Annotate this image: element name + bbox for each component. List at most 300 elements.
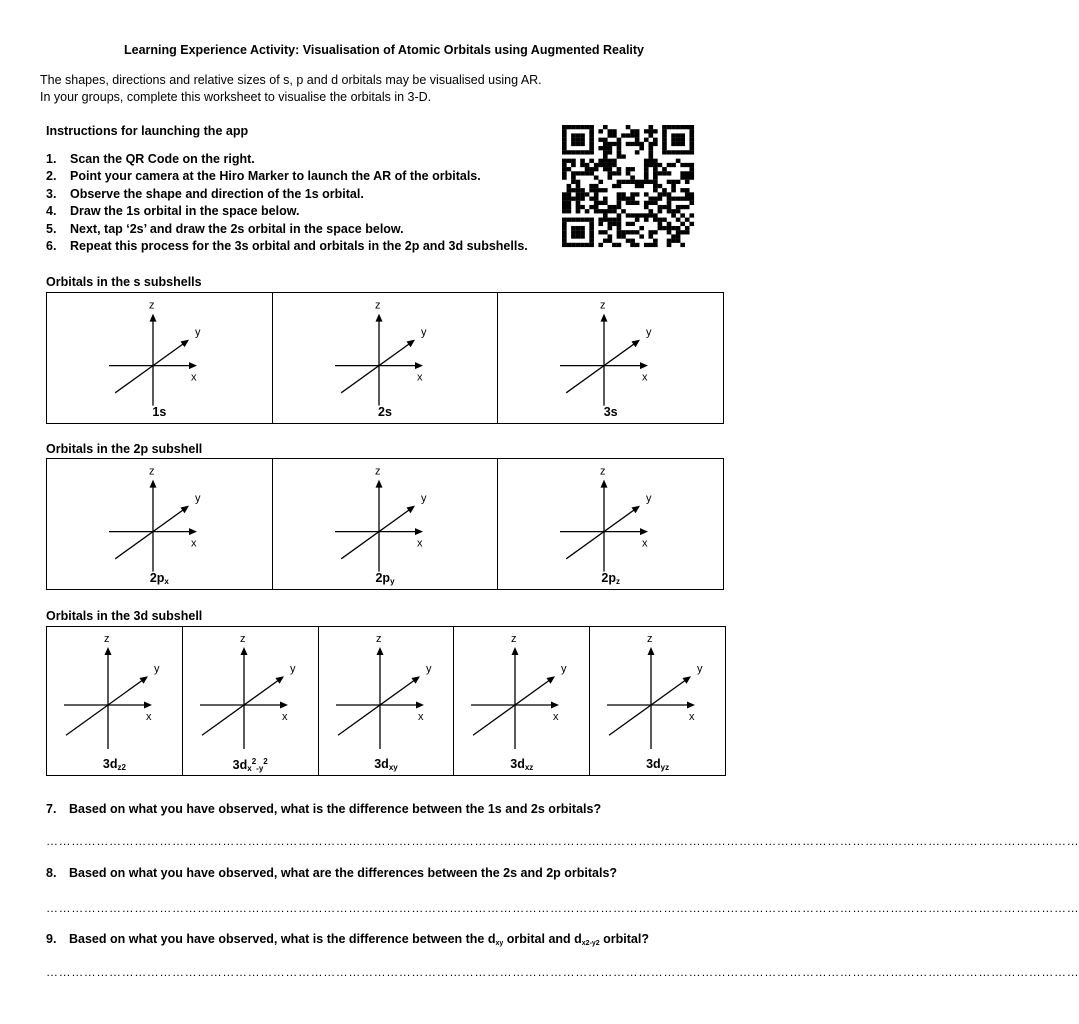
y-axis-label: y: [195, 326, 201, 339]
qr-module: [589, 184, 594, 188]
qr-module: [617, 146, 622, 150]
z-axis-arrowhead: [376, 647, 383, 655]
orbital-label-base: 2s: [378, 405, 392, 419]
qr-module: [671, 213, 676, 217]
orbital-cell[interactable]: [273, 293, 499, 423]
qr-module: [571, 133, 576, 137]
qr-module: [571, 243, 576, 247]
y-axis-line: [338, 678, 417, 735]
answer-line-7[interactable]: …………………………………………………………………………………………………………………………………………………………………………………………………………………………: [46, 834, 1079, 848]
qr-module: [589, 239, 594, 243]
qr-module: [689, 129, 694, 133]
qr-module: [580, 133, 585, 137]
qr-module: [676, 180, 681, 184]
qr-module: [589, 146, 594, 150]
qr-module: [617, 154, 622, 158]
qr-module: [676, 159, 681, 163]
qr-module: [635, 201, 640, 205]
qr-module: [567, 197, 572, 201]
qr-module: [580, 218, 585, 222]
qr-module: [567, 184, 572, 188]
qr-code[interactable]: [562, 125, 694, 247]
qr-module: [589, 138, 594, 142]
qr-module: [680, 197, 685, 201]
qr-module: [562, 171, 567, 175]
qr-module: [644, 163, 649, 167]
y-axis-label: y: [646, 326, 652, 339]
qr-module: [676, 239, 681, 243]
qr-module: [662, 150, 667, 154]
qr-module: [608, 226, 613, 230]
qr-module: [676, 197, 681, 201]
qr-module: [621, 192, 626, 196]
qr-module: [594, 192, 599, 196]
qr-module: [562, 239, 567, 243]
qr-module: [603, 197, 608, 201]
qr-module: [598, 146, 603, 150]
y-axis-line: [341, 508, 412, 559]
qr-module: [603, 159, 608, 163]
qr-module: [680, 213, 685, 217]
orbital-cell[interactable]: [273, 459, 499, 589]
qr-module: [603, 230, 608, 234]
x-axis-arrowhead: [189, 528, 197, 535]
z-axis-arrowhead: [375, 314, 382, 322]
qr-module: [571, 197, 576, 201]
axes-diagram: [183, 627, 319, 777]
x-axis-label: x: [553, 711, 559, 723]
qr-module: [571, 138, 576, 142]
question-number: 9.: [46, 932, 57, 946]
qr-module: [576, 192, 581, 196]
x-axis-arrowhead: [189, 362, 197, 369]
qr-module: [571, 188, 576, 192]
qr-module: [685, 188, 690, 192]
qr-module: [680, 175, 685, 179]
instructions-heading: Instructions for launching the app: [46, 124, 249, 138]
qr-module: [562, 129, 567, 133]
y-axis-arrowhead: [683, 676, 692, 684]
step-number: 1.: [46, 152, 57, 166]
x-axis-label: x: [191, 537, 197, 550]
qr-module: [635, 184, 640, 188]
qr-module: [658, 163, 663, 167]
qr-module: [671, 197, 676, 201]
qr-module: [630, 213, 635, 217]
qr-module: [571, 218, 576, 222]
z-axis-arrowhead: [601, 314, 608, 322]
orbital-label: [273, 405, 498, 419]
qr-module: [630, 230, 635, 234]
y-axis-label: y: [561, 663, 567, 676]
x-axis-label: x: [689, 711, 695, 723]
x-axis-label: x: [281, 711, 288, 723]
qr-module: [685, 175, 690, 179]
qr-module: [648, 154, 653, 158]
qr-module: [617, 150, 622, 154]
qr-module: [667, 163, 672, 167]
instruction-steps: [46, 151, 528, 255]
qr-module: [580, 125, 585, 129]
qr-module: [626, 142, 631, 146]
qr-module: [562, 159, 567, 163]
qr-module: [676, 150, 681, 154]
qr-module: [603, 154, 608, 158]
qr-module: [667, 125, 672, 129]
qr-module: [653, 213, 658, 217]
qr-module: [689, 133, 694, 137]
qr-module: [589, 150, 594, 154]
qr-module: [617, 222, 622, 226]
orbital-cell[interactable]: [47, 627, 183, 775]
qr-module: [562, 167, 567, 171]
qr-module: [608, 167, 613, 171]
orbital-cell[interactable]: [47, 459, 273, 589]
y-axis-label: y: [646, 492, 652, 505]
qr-module: [676, 234, 681, 238]
qr-module: [653, 218, 658, 222]
qr-module: [585, 209, 590, 213]
qr-module: [689, 171, 694, 175]
qr-module: [576, 218, 581, 222]
orbital-cell[interactable]: [47, 293, 273, 423]
qr-module: [658, 209, 663, 213]
qr-module: [648, 125, 653, 129]
qr-module: [589, 125, 594, 129]
qr-module: [576, 150, 581, 154]
qr-module: [576, 205, 581, 209]
qr-module: [603, 209, 608, 213]
y-axis-arrowhead: [632, 506, 641, 514]
qr-module: [612, 142, 617, 146]
orbital-label-sub: yz: [660, 763, 670, 772]
y-axis-label: y: [425, 663, 432, 676]
qr-module: [662, 142, 667, 146]
z-axis-label: z: [600, 465, 606, 478]
qr-module: [671, 163, 676, 167]
qr-module: [653, 201, 658, 205]
question-text: Based on what you have observed, what is the difference between the 1s and 2s orbitals?: [69, 802, 602, 816]
qr-module: [571, 230, 576, 234]
orbital-label-base: 2p: [375, 571, 391, 585]
z-axis-arrowhead: [601, 480, 608, 488]
qr-module: [571, 175, 576, 179]
qr-module: [562, 209, 567, 213]
qr-module: [653, 159, 658, 163]
qr-module: [676, 230, 681, 234]
qr-module: [667, 201, 672, 205]
qr-module: [589, 218, 594, 222]
qr-module: [576, 171, 581, 175]
qr-module: [562, 138, 567, 142]
qr-module: [671, 188, 676, 192]
qr-module: [580, 163, 585, 167]
qr-module: [648, 150, 653, 154]
orbital-label-base: 3s: [603, 405, 618, 419]
qr-module: [562, 201, 567, 205]
qr-module: [594, 175, 599, 179]
qr-module: [653, 129, 658, 133]
qr-module: [585, 171, 590, 175]
qr-module: [626, 222, 631, 226]
qr-module: [689, 163, 694, 167]
qr-module: [667, 230, 672, 234]
qr-module: [653, 239, 658, 243]
question-7: [46, 802, 601, 816]
x-axis-label: x: [146, 711, 152, 723]
qr-module: [644, 201, 649, 205]
qr-module: [562, 150, 567, 154]
orbital-label-base: 3d: [510, 757, 525, 771]
y-axis-label: y: [420, 492, 427, 505]
qr-module: [589, 243, 594, 247]
y-axis-line: [115, 508, 186, 559]
orbital-cell[interactable]: [590, 627, 725, 775]
orbital-label-base: 2p: [601, 571, 616, 585]
qr-module: [617, 243, 622, 247]
qr-module: [589, 188, 594, 192]
qr-module: [648, 129, 653, 133]
x-axis-label: x: [642, 537, 648, 550]
d-subshell-heading: Orbitals in the 3d subshell: [46, 609, 203, 623]
qr-module: [608, 218, 613, 222]
qr-module: [644, 171, 649, 175]
qr-module: [598, 129, 603, 133]
orbital-cell[interactable]: [183, 627, 319, 775]
qr-module: [608, 133, 613, 137]
qr-module: [580, 243, 585, 247]
z-axis-arrowhead: [150, 480, 157, 488]
qr-module: [662, 205, 667, 209]
qr-module: [671, 150, 676, 154]
qr-module: [576, 180, 581, 184]
qr-module: [653, 230, 658, 234]
qr-module: [671, 180, 676, 184]
qr-module: [653, 167, 658, 171]
x-axis-arrowhead: [415, 362, 423, 369]
qr-module: [603, 218, 608, 222]
qr-module: [589, 129, 594, 133]
qr-module: [608, 175, 613, 179]
qr-module: [608, 222, 613, 226]
qr-module: [680, 243, 685, 247]
orbital-label: [454, 757, 589, 772]
qr-module: [680, 205, 685, 209]
qr-module: [562, 163, 567, 167]
question-number: 7.: [46, 802, 57, 816]
qr-module: [589, 171, 594, 175]
qr-module: [639, 142, 644, 146]
qr-module: [630, 222, 635, 226]
qr-module: [676, 138, 681, 142]
x-axis-arrowhead: [280, 702, 288, 709]
qr-module: [576, 138, 581, 142]
qr-module: [644, 138, 649, 142]
qr-module: [644, 180, 649, 184]
qr-module: [612, 218, 617, 222]
qr-module: [567, 201, 572, 205]
qr-module: [635, 133, 640, 137]
qr-module: [648, 133, 653, 137]
qr-module: [598, 218, 603, 222]
qr-module: [617, 205, 622, 209]
y-axis-arrowhead: [547, 676, 556, 684]
orbital-cell[interactable]: [498, 459, 723, 589]
z-axis-label: z: [374, 465, 381, 478]
qr-module: [644, 213, 649, 217]
axes-diagram: [454, 627, 590, 777]
z-axis-label: z: [104, 633, 110, 645]
qr-module: [617, 167, 622, 171]
qr-module: [621, 209, 626, 213]
qr-module: [621, 180, 626, 184]
qr-module: [644, 205, 649, 209]
qr-module: [617, 218, 622, 222]
qr-module: [648, 201, 653, 205]
qr-module: [621, 230, 626, 234]
qr-module: [653, 180, 658, 184]
qr-module: [576, 201, 581, 205]
x-axis-arrowhead: [415, 528, 423, 535]
qr-module: [648, 180, 653, 184]
s-subshell-heading: Orbitals in the s subshells: [46, 275, 202, 289]
qr-module: [580, 205, 585, 209]
question-8: [46, 866, 617, 880]
step-text: Repeat this process for the 3s orbital and orbitals in the 2p and 3d subshells.: [70, 238, 528, 253]
qr-module: [671, 209, 676, 213]
intro-line: In your groups, complete this worksheet to visualise the orbitals in 3-D.: [40, 90, 432, 104]
qr-module: [612, 163, 617, 167]
orbital-label-base: 2p: [149, 571, 165, 585]
qr-module: [653, 197, 658, 201]
y-axis-label: y: [697, 663, 703, 676]
qr-module: [680, 171, 685, 175]
qr-module: [589, 230, 594, 234]
qr-module: [603, 163, 608, 167]
qr-module: [653, 188, 658, 192]
qr-module: [617, 138, 622, 142]
qr-module: [676, 226, 681, 230]
z-axis-arrowhead: [648, 647, 655, 655]
qr-module: [635, 213, 640, 217]
qr-module: [617, 230, 622, 234]
qr-module: [635, 192, 640, 196]
step-number: 4.: [46, 204, 57, 219]
qr-module: [580, 171, 585, 175]
qr-module: [608, 239, 613, 243]
qr-module: [621, 234, 626, 238]
qr-module: [662, 171, 667, 175]
qr-module: [635, 180, 640, 184]
qr-module: [626, 171, 631, 175]
axes-diagram: [47, 627, 183, 777]
qr-module: [639, 234, 644, 238]
qr-module: [685, 150, 690, 154]
qr-module: [648, 142, 653, 146]
qr-module: [671, 239, 676, 243]
qr-module: [571, 171, 576, 175]
x-axis-label: x: [417, 711, 424, 723]
qr-module: [603, 188, 608, 192]
qr-module: [617, 213, 622, 217]
qr-module: [576, 184, 581, 188]
orbital-label: [47, 405, 272, 419]
qr-module: [612, 184, 617, 188]
orbital-cell[interactable]: [454, 627, 590, 775]
orbital-cell[interactable]: [498, 293, 723, 423]
qr-module: [580, 150, 585, 154]
qr-module: [567, 188, 572, 192]
orbital-label-sub: z2: [117, 763, 126, 772]
qr-module: [562, 125, 567, 129]
answer-line-9[interactable]: …………………………………………………………………………………………………………………………………………………………………………………………………………………………: [46, 965, 1079, 979]
x-axis-label: x: [416, 537, 423, 550]
qr-module: [603, 125, 608, 129]
qr-module: [648, 159, 653, 163]
qr-module: [685, 218, 690, 222]
qr-module: [598, 180, 603, 184]
qr-module: [621, 154, 626, 158]
qr-module: [576, 133, 581, 137]
qr-module: [576, 226, 581, 230]
qr-module: [562, 142, 567, 146]
qr-module: [630, 197, 635, 201]
qr-module: [617, 184, 622, 188]
qr-module: [562, 133, 567, 137]
orbital-label-sub: xz: [524, 763, 534, 772]
qr-module: [635, 138, 640, 142]
qr-module: [594, 201, 599, 205]
qr-module: [571, 180, 576, 184]
question-sub-a: xy: [495, 940, 504, 947]
qr-module: [567, 125, 572, 129]
qr-module: [603, 167, 608, 171]
qr-module: [626, 197, 631, 201]
qr-module: [608, 146, 613, 150]
qr-module: [667, 239, 672, 243]
intro-text: [40, 72, 542, 106]
qr-module: [671, 133, 676, 137]
orbital-label-base: 3d: [232, 758, 248, 772]
p-subshell-heading: Orbitals in the 2p subshell: [46, 442, 203, 456]
qr-module: [685, 125, 690, 129]
qr-module: [676, 133, 681, 137]
y-axis-arrowhead: [180, 506, 189, 514]
qr-module: [598, 159, 603, 163]
qr-module: [589, 226, 594, 230]
y-axis-arrowhead: [411, 676, 420, 684]
qr-module: [648, 197, 653, 201]
qr-module: [617, 201, 622, 205]
qr-module: [617, 142, 622, 146]
qr-module: [589, 234, 594, 238]
answer-line-8[interactable]: …………………………………………………………………………………………………………………………………………………………………………………………………………………………: [46, 901, 1079, 915]
qr-module: [630, 180, 635, 184]
qr-module: [667, 222, 672, 226]
step-number: 5.: [46, 221, 57, 236]
orbital-label: [47, 571, 272, 586]
qr-module: [680, 142, 685, 146]
qr-module: [639, 180, 644, 184]
qr-module: [689, 125, 694, 129]
qr-module: [585, 150, 590, 154]
step-item: [46, 186, 528, 203]
z-axis-label: z: [647, 633, 653, 645]
qr-module: [603, 138, 608, 142]
x-axis-arrowhead: [687, 702, 695, 709]
orbital-cell[interactable]: [319, 627, 455, 775]
qr-module: [667, 171, 672, 175]
